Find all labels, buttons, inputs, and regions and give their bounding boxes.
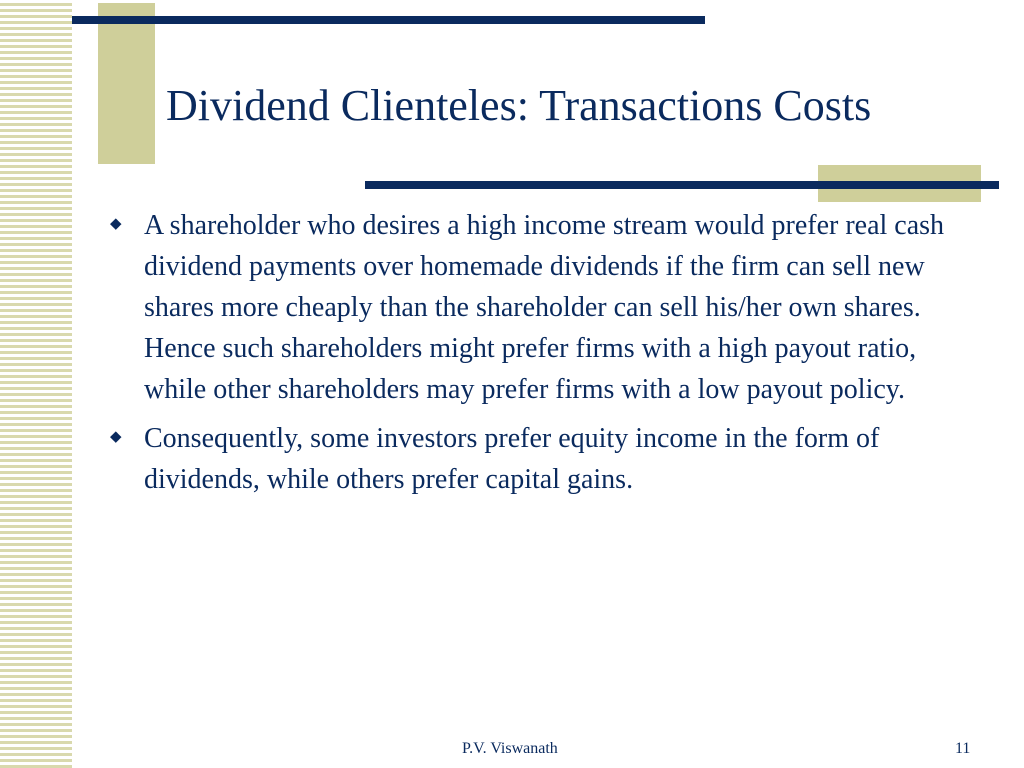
decorative-tan-block-top [98,3,155,164]
bullet-text: Consequently, some investors prefer equity income in the form of dividends, while others prefer capital gains. [144,423,880,495]
page-number: 11 [955,740,971,757]
bullet-list [108,205,978,508]
bullet-text: A shareholder who desires a high income stream would prefer real cash dividend payments over homemade dividends if the firm can sell new shares more cheaply than the shareholder can sell his/her own shares. Hence such shareholders might prefer firms with a high payout ratio, while other shareholders may prefer firms with a low payout policy. [144,210,945,405]
diamond-bullet-icon: ◆ [110,216,122,232]
diamond-bullet-icon: ◆ [110,429,122,445]
bullet-item [108,205,978,410]
decorative-stripes [0,0,72,768]
bullet-item [108,418,978,500]
decorative-navy-line-bottom [365,181,999,189]
footer-author: P.V. Viswanath [462,740,558,757]
slide-title: Dividend Clienteles: Transactions Costs [166,81,872,130]
decorative-navy-line-top [72,16,705,24]
